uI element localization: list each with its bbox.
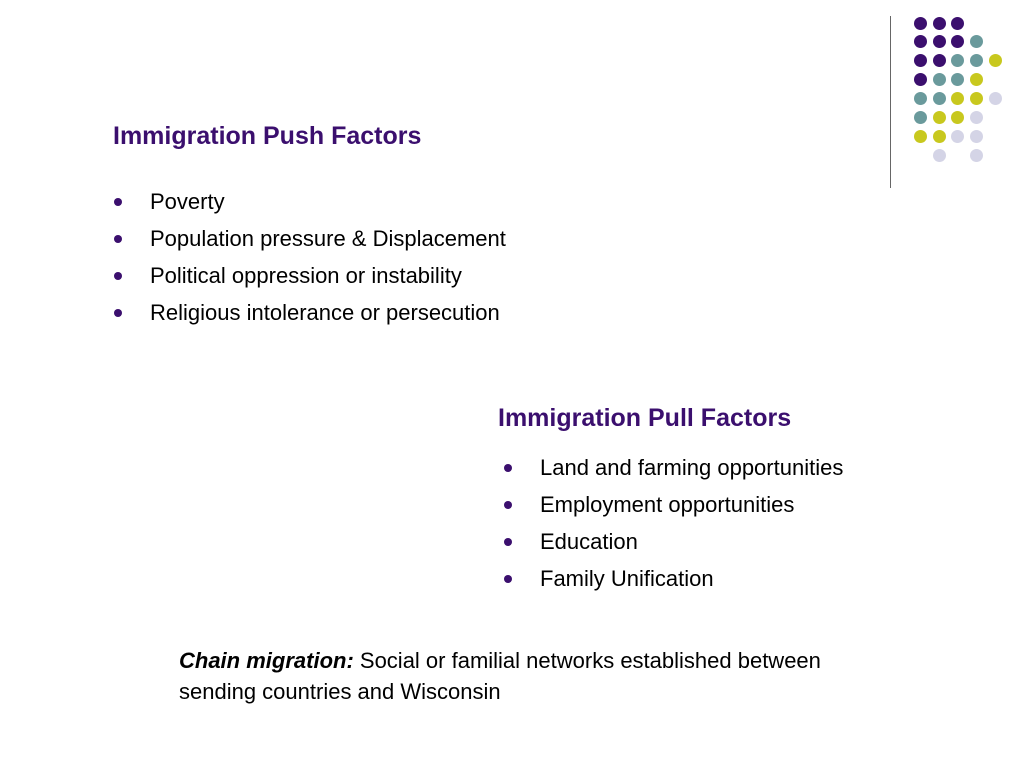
decor-dot xyxy=(970,130,983,143)
decor-dot xyxy=(914,111,927,124)
decor-dot xyxy=(970,111,983,124)
decor-dot xyxy=(914,92,927,105)
decor-dot xyxy=(933,54,946,67)
chain-migration-note xyxy=(179,645,879,707)
decor-dot xyxy=(970,92,983,105)
decor-dot xyxy=(933,149,946,162)
chain-migration-definition: Social or familial networks established between sending countries and Wisconsin xyxy=(179,648,821,704)
vertical-divider xyxy=(890,16,891,188)
list-item-text: Employment opportunities xyxy=(540,492,795,517)
bullet-icon xyxy=(114,272,122,280)
decor-dot xyxy=(951,111,964,124)
push-factors-list xyxy=(113,189,506,337)
decor-dot xyxy=(970,54,983,67)
list-item-text: Land and farming opportunities xyxy=(540,455,844,480)
list-item-text: Political oppression or instability xyxy=(150,263,462,288)
decor-dot xyxy=(951,130,964,143)
list-item-text: Poverty xyxy=(150,189,225,214)
decor-dot xyxy=(933,92,946,105)
bullet-icon xyxy=(114,309,122,317)
bullet-icon xyxy=(504,501,512,509)
decor-dot xyxy=(951,54,964,67)
decor-dot xyxy=(970,149,983,162)
bullet-icon xyxy=(114,235,122,243)
decor-dot xyxy=(989,54,1002,67)
decor-dot xyxy=(933,130,946,143)
list-item xyxy=(113,226,506,263)
decor-dot xyxy=(951,17,964,30)
decor-dot xyxy=(933,35,946,48)
decor-dot xyxy=(914,35,927,48)
list-item xyxy=(113,189,506,226)
decor-dot xyxy=(951,92,964,105)
decor-dot xyxy=(933,73,946,86)
decor-dot xyxy=(914,73,927,86)
list-item xyxy=(503,492,843,529)
decor-dot xyxy=(914,17,927,30)
list-item-text: Population pressure & Displacement xyxy=(150,226,506,251)
list-item xyxy=(503,566,843,603)
bullet-icon xyxy=(114,198,122,206)
list-item xyxy=(113,263,506,300)
pull-factors-title: Immigration Pull Factors xyxy=(498,404,792,432)
decor-dot xyxy=(970,73,983,86)
decor-dot xyxy=(951,73,964,86)
pull-factors-list xyxy=(503,455,843,603)
decor-dot xyxy=(914,130,927,143)
list-item xyxy=(113,300,506,337)
list-item xyxy=(503,455,843,492)
dot-grid-decoration xyxy=(909,13,1009,173)
decor-dot xyxy=(914,54,927,67)
push-factors-title: Immigration Push Factors xyxy=(113,122,422,150)
list-item xyxy=(503,529,843,566)
decor-dot xyxy=(970,35,983,48)
chain-migration-term: Chain migration: xyxy=(179,648,354,673)
bullet-icon xyxy=(504,538,512,546)
decor-dot xyxy=(951,35,964,48)
decor-dot xyxy=(933,111,946,124)
bullet-icon xyxy=(504,464,512,472)
list-item-text: Family Unification xyxy=(540,566,714,591)
bullet-icon xyxy=(504,575,512,583)
list-item-text: Religious intolerance or persecution xyxy=(150,300,500,325)
decor-dot xyxy=(933,17,946,30)
list-item-text: Education xyxy=(540,529,638,554)
decor-dot xyxy=(989,92,1002,105)
